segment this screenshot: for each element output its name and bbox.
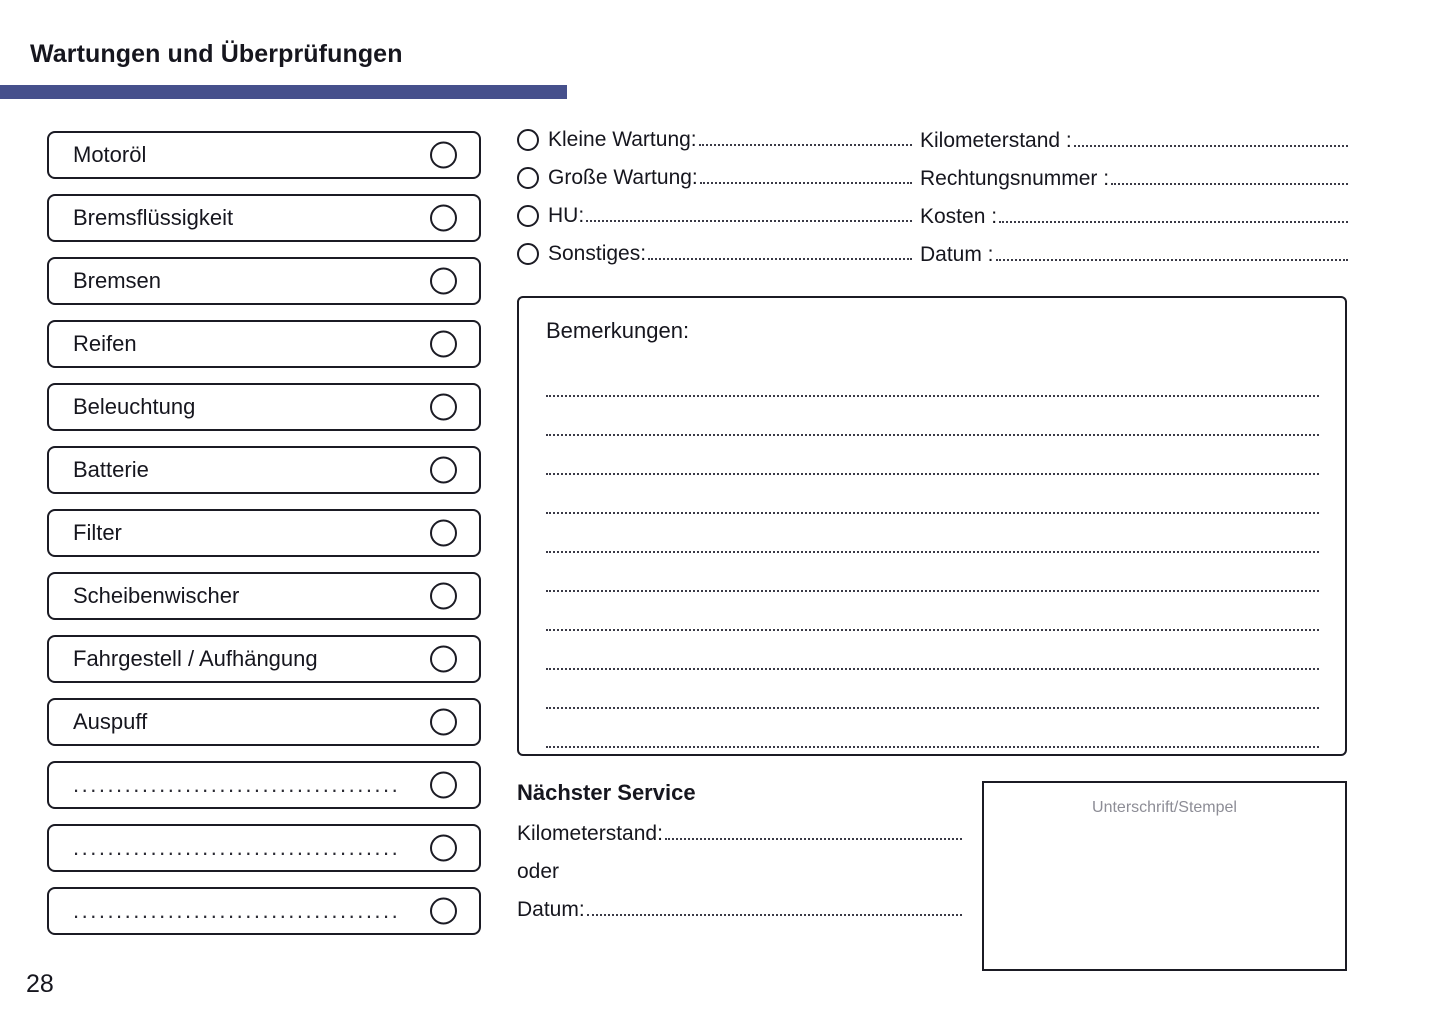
checklist-item-label: ...................................... [73, 772, 401, 797]
remarks-box[interactable] [517, 296, 1347, 756]
checklist-item-label: Reifen [73, 331, 137, 356]
signature-stamp-label: Unterschrift/Stempel [1092, 799, 1237, 816]
checkbox-circle-icon[interactable] [430, 709, 457, 736]
service-field-value-line[interactable] [1111, 182, 1348, 185]
service-option-label: Große Wartung: [548, 166, 698, 189]
remarks-lines[interactable] [519, 344, 1345, 748]
service-options-grid [517, 128, 1357, 283]
checkbox-circle-icon[interactable] [430, 898, 457, 925]
checklist-item-label: Scheibenwischer [73, 583, 240, 608]
service-field-row[interactable] [920, 205, 1348, 229]
checklist-item-label: Auspuff [73, 709, 148, 734]
checkbox-circle-icon[interactable] [430, 142, 457, 169]
checklist-item[interactable] [47, 509, 481, 557]
checklist-item[interactable] [47, 635, 481, 683]
checklist-item-label: Filter [73, 520, 122, 545]
radio-circle-icon[interactable] [517, 243, 539, 265]
remarks-line[interactable] [546, 514, 1319, 553]
checklist-item-label: Bremsflüssigkeit [73, 205, 234, 230]
service-option-value-line[interactable] [648, 257, 912, 260]
remarks-title: Bemerkungen: [546, 318, 690, 343]
checklist-item[interactable] [47, 383, 481, 431]
next-service-or-label: oder [517, 860, 560, 883]
checklist-item[interactable] [47, 131, 481, 179]
radio-circle-icon[interactable] [517, 205, 539, 227]
service-option-row[interactable] [517, 166, 912, 190]
service-option-row[interactable] [517, 204, 912, 228]
service-option-row[interactable] [517, 242, 912, 266]
checkbox-circle-icon[interactable] [430, 835, 457, 862]
next-service-section [517, 780, 977, 936]
checkbox-circle-icon[interactable] [430, 646, 457, 673]
radio-circle-icon[interactable] [517, 129, 539, 151]
service-details [517, 128, 1357, 283]
checklist-item[interactable] [47, 572, 481, 620]
next-service-mileage-label: Kilometerstand: [517, 822, 663, 845]
remarks-line[interactable] [546, 397, 1319, 436]
service-field-value-line[interactable] [999, 220, 1348, 223]
checklist-item-label: Batterie [73, 457, 149, 482]
checkbox-circle-icon[interactable] [430, 268, 457, 295]
service-option-label: HU: [548, 204, 585, 227]
signature-stamp-box[interactable] [982, 781, 1347, 971]
checklist-item-blank[interactable] [47, 761, 481, 809]
checkbox-circle-icon[interactable] [430, 457, 457, 484]
remarks-line[interactable] [546, 436, 1319, 475]
service-field-label: Kilometerstand : [920, 129, 1072, 152]
page-number: 28 [26, 970, 54, 998]
checkbox-circle-icon[interactable] [430, 331, 457, 358]
checklist-item[interactable] [47, 194, 481, 242]
checklist-item-label: ...................................... [73, 898, 401, 923]
next-service-title: Nächster Service [517, 780, 696, 805]
service-field-value-line[interactable] [1074, 144, 1348, 147]
checklist-item[interactable] [47, 320, 481, 368]
service-field-label: Kosten : [920, 205, 998, 228]
remarks-line[interactable] [546, 709, 1319, 748]
checklist-item[interactable] [47, 257, 481, 305]
checklist-item-blank[interactable] [47, 887, 481, 935]
radio-circle-icon[interactable] [517, 167, 539, 189]
checklist-item[interactable] [47, 446, 481, 494]
checklist-item-label: Motoröl [73, 142, 147, 167]
checkbox-circle-icon[interactable] [430, 394, 457, 421]
service-field-row[interactable] [920, 129, 1348, 153]
service-option-label: Sonstiges: [548, 242, 647, 265]
next-service-date-row[interactable] [517, 898, 962, 922]
service-option-value-line[interactable] [700, 181, 912, 184]
checklist-item-label: Beleuchtung [73, 394, 196, 419]
next-service-mileage-line[interactable] [665, 837, 962, 840]
checkbox-circle-icon[interactable] [430, 520, 457, 547]
next-service-date-label: Datum: [517, 898, 585, 921]
service-option-value-line[interactable] [699, 143, 912, 146]
service-field-row[interactable] [920, 167, 1348, 191]
title-rule [0, 85, 567, 99]
next-service-date-line[interactable] [587, 913, 962, 916]
remarks-line[interactable] [546, 631, 1319, 670]
service-option-value-line[interactable] [586, 219, 912, 222]
service-field-label: Datum : [920, 243, 994, 266]
remarks-line[interactable] [546, 475, 1319, 514]
checkbox-circle-icon[interactable] [430, 772, 457, 799]
service-option-row[interactable] [517, 128, 912, 152]
next-service-mileage-row[interactable] [517, 822, 962, 846]
checklist [47, 131, 481, 950]
checklist-item-label: Bremsen [73, 268, 162, 293]
service-field-value-line[interactable] [996, 258, 1348, 261]
service-option-label: Kleine Wartung: [548, 128, 697, 151]
checkbox-circle-icon[interactable] [430, 583, 457, 610]
checklist-item[interactable] [47, 698, 481, 746]
page-title: Wartungen und Überprüfungen [30, 40, 403, 68]
service-field-label: Rechtungsnummer : [920, 167, 1110, 190]
checkbox-circle-icon[interactable] [430, 205, 457, 232]
checklist-item-blank[interactable] [47, 824, 481, 872]
checklist-item-label: Fahrgestell / Aufhängung [73, 646, 318, 671]
remarks-line[interactable] [546, 553, 1319, 592]
checklist-item-label: ...................................... [73, 835, 401, 860]
remarks-line[interactable] [546, 592, 1319, 631]
remarks-line[interactable] [546, 358, 1319, 397]
service-field-row[interactable] [920, 243, 1348, 267]
remarks-line[interactable] [546, 670, 1319, 709]
